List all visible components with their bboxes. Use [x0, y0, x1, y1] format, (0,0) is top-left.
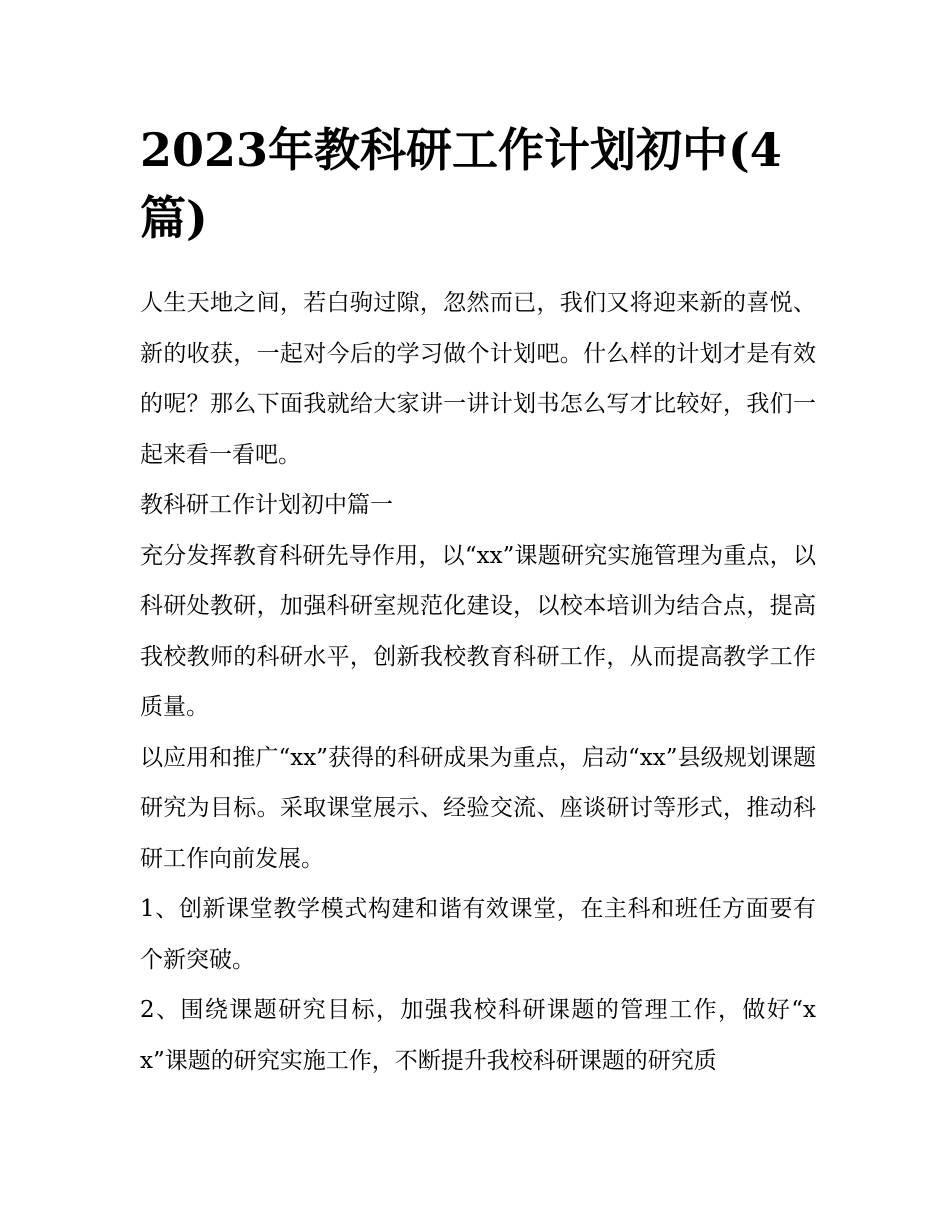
document-title: 2023年教科研工作计划初中(4篇) [140, 123, 782, 245]
body-paragraph: 以应用和推广“xx”获得的科研成果为重点，启动“xx”县级规划课题研究为目标。采取课堂展示、经验交流、座谈研讨等形式，推动科研工作向前发展。 [140, 744, 816, 872]
section-heading: 教科研工作计划初中篇一 [140, 492, 393, 518]
intro-paragraph: 人生天地之间，若白驹过隙，忽然而已，我们又将迎来新的喜悦、新的收获，一起对今后的学习做个计划吧。什么样的计划才是有效的呢？那么下面我就给大家讲一讲计划书怎么写才比较好，我们一起来看一看吧。 [140, 290, 816, 468]
list-item: 2、围绕课题研究目标，加强我校科研课题的管理工作，做好“xx”课题的研究实施工作，不断提升我校科研课题的研究质 [140, 997, 816, 1074]
document-body [140, 278, 816, 1086]
body-paragraph: 充分发挥教育科研先导作用，以“xx”课题研究实施管理为重点，以科研处教研，加强科研室规范化建设，以校本培训为结合点，提高我校教师的科研水平，创新我校教育科研工作，从而提高教学工作质量。 [140, 542, 816, 720]
list-item: 1、创新课堂教学模式构建和谐有效课堂，在主科和班任方面要有个新突破。 [140, 896, 816, 973]
